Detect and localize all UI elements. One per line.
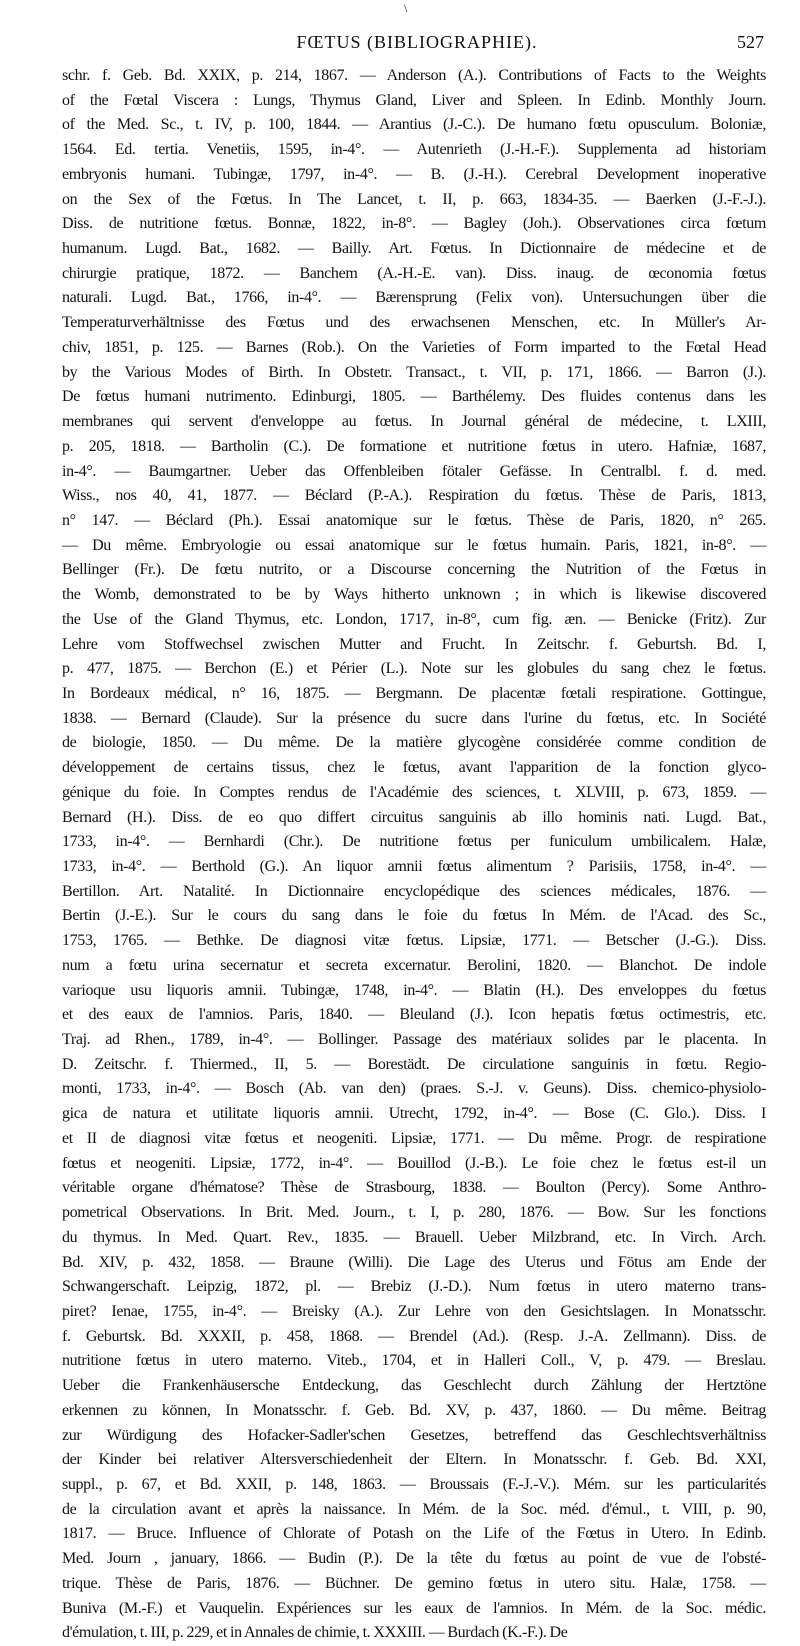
text-line: by the Various Modes of Birth. In Obstetr. Transact., t. VII, p. 171, 1866. — Barron (J.). [62, 363, 766, 381]
text-line: véritable organe d'hématose? Thèse de Strasbourg, 1838. — Boulton (Percy). Some Anthro- [62, 1179, 766, 1197]
page-header [70, 30, 764, 56]
text-line: — Du même. Embryologie ou essai anatomique sur le fœtus humain. Paris, 1821, in-8°. — [62, 536, 766, 554]
text-line: 1733, in-4°. — Berthold (G.). An liquor amnii fœtus alimentum ? Parisiis, 1758, in-4°. — [62, 858, 766, 875]
text-line: fœtus et neogeniti. Lipsiæ, 1772, in-4°. — Bouillod (J.-B.). Le foie chez le fœtus est-il un [62, 1154, 766, 1172]
text-line: Buniva (M.-F.) et Vauquelin. Expériences sur les eaux de l'amnios. In Mém. de la Soc. médic. [62, 1599, 766, 1617]
text-line: 1733, in-4°. — Bernhardi (Chr.). De nutritione fœtus per funiculum umbilicalem. Halæ, [62, 833, 766, 851]
text-line: du thymus. In Med. Quart. Rev., 1835. — Brauell. Ueber Milzbrand, etc. In Virch. Arch. [62, 1228, 766, 1246]
text-line: of the Fœtal Viscera : Lungs, Thymus Gland, Liver and Spleen. In Edinb. Monthly Journ. [62, 91, 766, 109]
text-line: n° 147. — Béclard (Ph.). Essai anatomique sur le fœtus. Thèse de Paris, 1820, n° 265. [62, 511, 766, 529]
text-line: chirurgie pratique, 1872. — Banchem (A.-H.-E. van). Diss. inaug. de œconomia fœtus [62, 264, 766, 282]
text-line: schr. f. Geb. Bd. XXIX, p. 214, 1867. — Anderson (A.). Contributions of Facts to the Weights [62, 67, 766, 84]
text-line: f. Geburtsk. Bd. XXXII, p. 458, 1868. — Brendel (Ad.). (Resp. J.-A. Zellmann). Diss. de [62, 1327, 766, 1345]
text-line: humanum. Lugd. Bat., 1682. — Bailly. Art. Fœtus. In Dictionnaire de médecine et de [62, 240, 766, 258]
text-line: in-4°. — Baumgartner. Ueber das Offenbleiben fötaler Gefässe. In Centralbl. f. d. med. [62, 462, 766, 480]
text-line: développement de certains tissus, chez le fœtus, avant l'apparition de la fonction glyco- [62, 759, 766, 777]
text-line: et des eaux de l'amnios. Paris, 1840. — Bleuland (J.). Icon hepatis fœtus octimestris, etc. [62, 1006, 766, 1024]
text-line: embryonis humani. Tubingæ, 1797, in-4°. — B. (J.-H.). Cerebral Development inoperative [62, 165, 766, 183]
text-line: Diss. de nutritione fœtus. Bonnæ, 1822, in-8°. — Bagley (Joh.). Observationes circa fœtum [62, 215, 766, 233]
text-line: d'émulation, t. III, p. 229, et in Annales de chimie, t. XXXIII. — Burdach (K.-F.). De [62, 1624, 568, 1642]
text-line: Bellinger (Fr.). De fœtu nutrito, or a Discourse concerning the Nutrition of the Fœtus in [62, 561, 766, 579]
running-title: FŒTUS (BIBLIOGRAPHIE). [296, 32, 538, 52]
text-line: zur Würdigung des Hofacker-Sadler'schen Gesetzes, betreffend das Geschlechtsverhältniss [62, 1426, 766, 1444]
text-line: of the Med. Sc., t. IV, p. 100, 1844. — Arantius (J.-C.). De humano fœtu opusculum. Boloniæ, [62, 116, 766, 134]
text-line: p. 477, 1875. — Berchon (E.) et Périer (L.). Note sur les globules du sang chez le fœtus. [62, 660, 766, 678]
text-line: Schwangerschaft. Leipzig, 1872, pl. — Brebiz (J.-D.). Num fœtus in utero materno trans- [62, 1278, 766, 1296]
text-line: De fœtus humani nutrimento. Edinburgi, 1805. — Barthélemy. Des fluides contenus dans les [62, 388, 766, 406]
text-line: de la circulation avant et après la naissance. In Mém. de la Soc. méd. d'émul., t. VIII, p. 90, [62, 1500, 766, 1518]
text-line: Lehre vom Stoffwechsel zwischen Mutter and Frucht. In Zeitschr. f. Geburtsh. Bd. I, [62, 635, 766, 653]
text-line: Bertin (J.-E.). Sur le cours du sang dans le foie du fœtus In Mém. de l'Acad. des Sc., [62, 907, 766, 925]
text-line: the Womb, demonstrated to be by Ways hitherto unknown ; in which is likewise discovered [62, 586, 766, 604]
text-line: Wiss., nos 40, 41, 1877. — Béclard (P.-A.). Respiration du fœtus. Thèse de Paris, 1813, [62, 487, 766, 505]
corner-mark: \ [404, 1, 408, 15]
text-line: In Bordeaux médical, n° 16, 1875. — Bergmann. De placentæ fœtali respiratione. Gottingue, [62, 684, 766, 702]
text-line: monti, 1733, in-4°. — Bosch (Ab. van den) (praes. S.-J. v. Geuns). Diss. chemico-physiolo- [62, 1080, 766, 1098]
text-line: Bertillon. Art. Natalité. In Dictionnaire encyclopédique des sciences médicales, 1876. — [62, 882, 766, 900]
text-line: gica de natura et utilitate liquoris amnii. Utrecht, 1792, in-4°. — Bose (C. Glo.). Diss. I [62, 1105, 766, 1123]
text-line: Bd. XIV, p. 432, 1858. — Braune (Willi). Die Lage des Uterus und Fötus am Ende der [62, 1253, 766, 1271]
text-line: suppl., p. 67, et Bd. XXII, p. 148, 1863. — Broussais (F.-J.-V.). Mém. sur les particularités [62, 1475, 766, 1493]
text-line: 1564. Ed. tertia. Venetiis, 1595, in-4°. — Autenrieth (J.-H.-F.). Supplementa ad historiam [62, 141, 766, 159]
text-line: erkennen zu können, In Monatsschr. f. Geb. Bd. XV, p. 437, 1860. — Du même. Beitrag [62, 1401, 766, 1419]
text-line: de biologie, 1850. — Du même. De la matière glycogène considérée comme condition de [62, 734, 766, 752]
text-line: varioque usu liquoris amnii. Tubingæ, 1748, in-4°. — Blatin (H.). Des enveloppes du fœtus [62, 981, 766, 999]
text-line: et II de diagnosi vitæ fœtus et neogeniti. Lipsiæ, 1771. — Du même. Progr. de respiratione [62, 1129, 766, 1147]
text-line: membranes qui servent d'enveloppe au fœtus. In Journal général de médecine, t. LXIII, [62, 413, 766, 431]
text-line: 1838. — Bernard (Claude). Sur la présence du sucre dans l'urine du fœtus, etc. In Société [62, 709, 766, 727]
text-line: pometrical Observations. In Brit. Med. Journ., t. I, p. 280, 1876. — Bow. Sur les fonctions [62, 1204, 766, 1222]
text-line: der Kinder bei relativer Altersverschiedenheit der Eltern. In Monatsschr. f. Geb. Bd. XXI, [62, 1451, 766, 1469]
text-line: the Use of the Gland Thymus, etc. London, 1717, in-8°, cum fig. æn. — Benicke (Fritz). Zur [62, 610, 766, 628]
text-line: Ueber die Frankenhäusersche Entdeckung, das Geschlecht durch Zählung der Hertztöne [62, 1377, 766, 1395]
text-line: 1753, 1765. — Bethke. De diagnosi vitæ fœtus. Lipsiæ, 1771. — Betscher (J.-G.). Diss. [62, 932, 766, 950]
text-line: p. 205, 1818. — Bartholin (C.). De formatione et nutritione fœtus in utero. Hafniæ, 1687, [62, 437, 766, 455]
text-line: Temperaturverhältnisse des Fœtus und des erwachsenen Menschen, etc. In Müller's Ar- [62, 314, 766, 332]
text-line: 1817. — Bruce. Influence of Chlorate of Potash on the Life of the Fœtus in Utero. In Edinb. [62, 1525, 766, 1543]
text-line: trique. Thèse de Paris, 1876. — Büchner. De gemino fœtus in utero situ. Halæ, 1758. — [62, 1574, 766, 1592]
text-line: D. Zeitschr. f. Thiermed., II, 5. — Borestädt. De circulatione sanguinis in fœtu. Regio- [62, 1055, 766, 1073]
text-line: nutritione fœtus in utero materno. Viteb., 1704, et in Halleri Coll., V, p. 479. — Breslau. [62, 1352, 766, 1370]
page-number: 527 [737, 32, 764, 52]
text-line: num a fœtu urina secernatur et secreta excernatur. Berolini, 1820. — Blanchot. De indole [62, 956, 766, 974]
text-line: chiv, 1851, p. 125. — Barnes (Rob.). On the Varieties of Form imparted to the Fœtal Head [62, 338, 766, 356]
text-line: génique du foie. In Comptes rendus de l'Académie des sciences, t. XLVIII, p. 673, 1859. — [62, 783, 766, 801]
text-line: on the Sex of the Fœtus. In The Lancet, t. II, p. 663, 1834-35. — Baerken (J.-F.-J.). [62, 190, 766, 208]
text-line: Traj. ad Rhen., 1789, in-4°. — Bollinger. Passage des matériaux solides par le placenta. In [62, 1031, 766, 1049]
text-line: Med. Journ , january, 1866. — Budin (P.). De la tête du fœtus au point de vue de l'obsté- [62, 1550, 766, 1568]
text-line: Bernard (H.). Diss. de eo quo differt circuitus sanguinis ab illo hominis nati. Lugd. Bat., [62, 808, 766, 826]
text-line: piret? Ienae, 1755, in-4°. — Breisky (A.). Zur Lehre von den Gesichtslagen. In Monatsschr. [62, 1302, 766, 1320]
bibliography-text [62, 64, 766, 1646]
text-line: naturali. Lugd. Bat., 1766, in-4°. — Bærensprung (Felix von). Untersuchungen über die [62, 289, 766, 307]
